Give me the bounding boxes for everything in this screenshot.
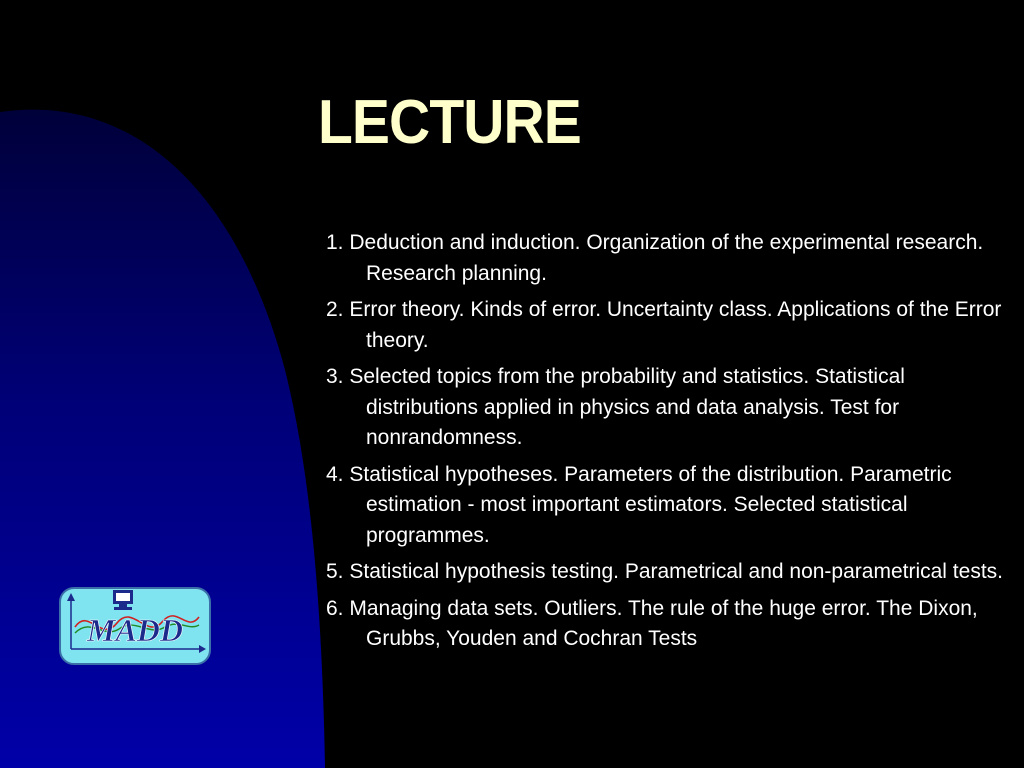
list-item: 6. Managing data sets. Outliers. The rule of the huge error. The Dixon, Grubbs, Youden and Cochran Tests	[326, 596, 978, 650]
list-item: 1. Deduction and induction. Organization of the experimental research. Research planning.	[326, 231, 984, 285]
lecture-topics-list	[326, 228, 1006, 661]
slide-title: LECTURE	[318, 88, 581, 157]
list-item: 4. Statistical hypotheses. Parameters of the distribution. Parametric estimation - most important estimators. Selected statistical programmes.	[326, 462, 952, 547]
computer-icon	[113, 590, 133, 610]
list-item: 2. Error theory. Kinds of error. Uncertainty class. Applications of the Error theory.	[326, 298, 1002, 352]
list-item: 3. Selected topics from the probability and statistics. Statistical distributions applied in physics and data analysis. Test for nonrandomness.	[326, 365, 905, 449]
list-item: 5. Statistical hypothesis testing. Parametrical and non-parametrical tests.	[326, 560, 1003, 583]
logo-text: MADD	[86, 612, 184, 648]
madd-logo	[59, 587, 211, 665]
